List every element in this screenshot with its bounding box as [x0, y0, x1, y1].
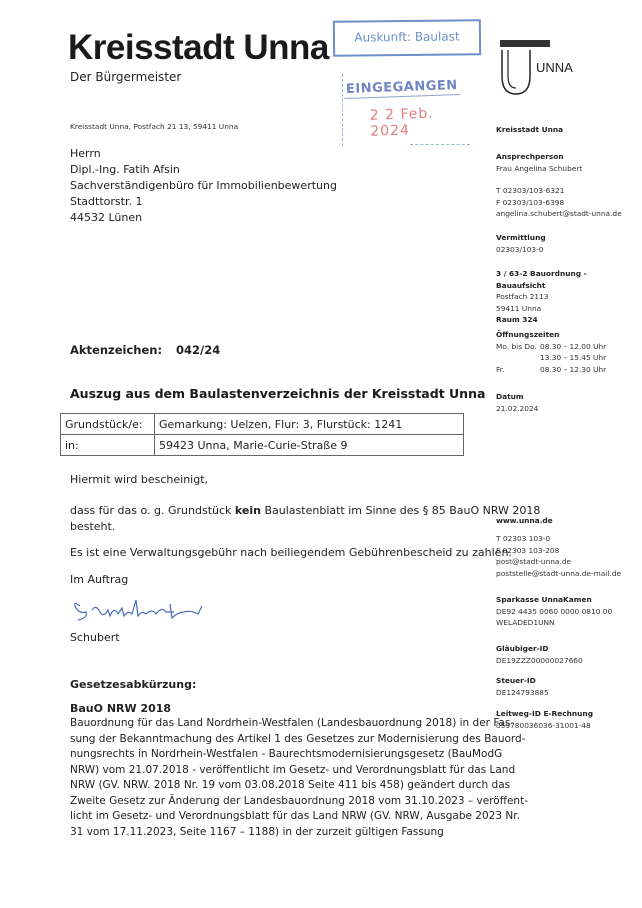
gesetz-heading: Gesetzesabkürzung: — [70, 678, 197, 691]
org-subtitle: Der Bürgermeister — [70, 70, 182, 84]
post-email[interactable]: post@stadt-unna.de — [496, 557, 572, 566]
recipient-line: Stadttorstr. 1 — [70, 195, 143, 208]
sidebar-general-contact: T 02303 103-0 F 02303 103-208 post@stadt-unna.de poststelle@stadt-unna.de-mail.de — [496, 533, 626, 579]
sidebar-date: Datum 21.02.2024 — [496, 392, 539, 413]
logo-unna-text: UNNA — [536, 60, 573, 75]
table-row — [61, 414, 464, 435]
stamp-date-text: 2 2 Feb. 2024 — [369, 105, 434, 140]
signature-name: Schubert — [70, 631, 120, 644]
section-title: Auszug aus dem Baulastenverzeichnis der Kreisstadt Unna — [70, 386, 486, 401]
aktenzeichen-label: Aktenzeichen: — [70, 343, 163, 357]
org-title: Kreisstadt Unna — [68, 28, 329, 67]
sidebar-hours: Öffnungszeiten Mo. bis Do. 08.30 – 12.00 Uhr 13.30 – 15.45 Uhr Fr. 08.30 – 12.30 Uhr — [496, 330, 607, 374]
bauo-line: licht im Gesetz- und Verordnungsblatt für das Land NRW (GV. NRW, Ausgabe 2023 Nr. — [70, 810, 520, 822]
body-p1: Hiermit wird bescheinigt, — [70, 473, 209, 486]
sidebar-phone-block — [496, 185, 626, 220]
contact-fax: F 02303/103-6398 — [496, 197, 565, 207]
sidebar-leitweg: Leitweg-ID E-Rechnung 059780036036-31001-48 — [496, 709, 593, 730]
poststelle-email[interactable]: poststelle@stadt-unna.de-mail.de — [496, 568, 622, 578]
sidebar-org: Kreisstadt Unna — [496, 125, 564, 134]
table-cell-key: in: — [61, 435, 155, 456]
unna-logo-icon — [498, 40, 618, 100]
handwritten-signature — [66, 592, 216, 626]
recipient-line: Dipl.-Ing. Fatih Afsin — [70, 163, 180, 176]
contact-email[interactable]: angelina.schubert@stadt-unna.de — [496, 209, 622, 218]
bauo-line: NRW) vom 21.07.2018 - veröffentlicht im Gesetz- und Verordnungsblatt für das Land — [70, 763, 516, 776]
unna-logo — [498, 40, 618, 100]
body-p4: Im Auftrag — [70, 573, 129, 586]
bauo-line: Zweite Gesetz zur Änderung der Landesbauordnung 2018 vom 31.10.2023 – veröffent- — [70, 794, 528, 807]
contact-phone: T 02303/103-6321 — [496, 186, 565, 195]
sidebar-steuer: Steuer-ID DE124793885 — [496, 676, 549, 697]
sidebar-bank: Sparkasse UnnaKamen DE92 4435 0060 0000 0810 00 WELADED1UNN — [496, 595, 613, 627]
sender-line: Kreisstadt Unna, Postfach 21 13, 59411 Unna — [70, 122, 239, 131]
sidebar-web[interactable]: www.unna.de — [496, 516, 553, 525]
recipient-line: Sachverständigenbüro für Immobilienbewertung — [70, 179, 337, 192]
sidebar-glaeubiger: Gläubiger-ID DE19ZZZ00000027660 — [496, 644, 583, 665]
body-p3: Es ist eine Verwaltungsgebühr nach beiliegendem Gebührenbescheid zu zahlen. — [70, 546, 512, 559]
table-row — [61, 435, 464, 456]
sidebar-vermittlung: Vermittlung 02303/103-0 — [496, 233, 546, 254]
table-cell-value: Gemarkung: Uelzen, Flur: 3, Flurstück: 1241 — [155, 414, 464, 435]
bauo-line: 31 vom 17.11.2023, Seite 1167 – 1188) in der zurzeit gültigen Fassung — [70, 825, 444, 838]
bauo-line: Bauordnung für das Land Nordrhein-Westfalen (Landesbauordnung 2018) in der Fas- — [70, 717, 515, 729]
table-cell-key: Grundstück/e: — [61, 414, 155, 435]
sidebar-contact: Ansprechperson Frau Angelina Schubert — [496, 152, 583, 173]
aktenzeichen-value: 042/24 — [176, 343, 221, 357]
recipient-address — [70, 146, 337, 226]
recipient-line: Herrn — [70, 147, 101, 160]
stamp-border-bottom — [410, 144, 470, 145]
body-p2: dass für das o. g. Grundstück kein Baulastenblatt im Sinne des § 85 BauO NRW 2018 besteht. — [70, 504, 541, 533]
eingegangen-stamp — [340, 74, 472, 148]
auskunft-stamp: Auskunft: Baulast — [333, 19, 481, 57]
bauo-line: sung der Bekanntmachung des Artikel 1 des Gesetzes zur Modernisierung des Bauord- — [70, 732, 526, 745]
bauo-line: NRW (GV. NRW. 2018 Nr. 19 vom 03.08.2018 Seite 411 bis 458) geändert durch das — [70, 779, 511, 791]
bauo-heading: BauO NRW 2018 — [70, 702, 172, 715]
stamp-eingegangen-text: EINGEGANGEN — [344, 78, 460, 99]
sidebar-dept: 3 / 63-2 Bauordnung - Bauaufsicht Postfach 2113 59411 Unna Raum 324 — [496, 269, 587, 324]
bauo-line: nungsrechts in Nordrhein-Westfalen - Baurechtsmodernisierungsgesetz (BauModG — [70, 748, 503, 760]
table-cell-value: 59423 Unna, Marie-Curie-Straße 9 — [155, 435, 464, 456]
recipient-line: 44532 Lünen — [70, 211, 143, 224]
bauo-text — [70, 716, 528, 840]
grundstueck-table — [60, 413, 464, 456]
